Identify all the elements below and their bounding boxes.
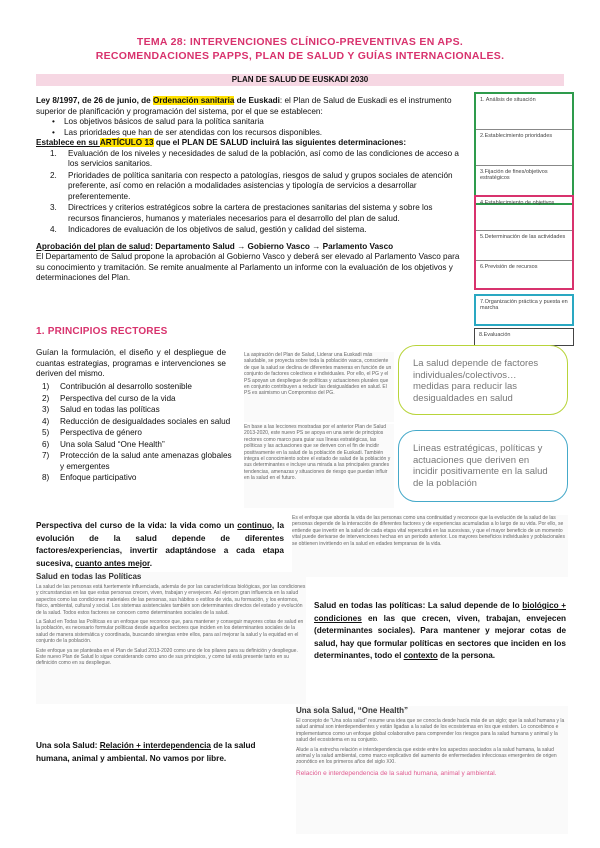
ordenacion-highlight: Ordenación sanitaria [152,96,235,105]
planning-step: 8.Evaluación [479,332,511,338]
scan-title: Una sola Salud, “One Health” [296,706,409,715]
principio-item: 7) Protección de la salud ante amenazas globales y emergentes [42,451,232,471]
title-line-2: RECOMENDACIONES PAPPS, PLAN DE SALUD Y GUÍAS INTERNACIONALES. [95,50,505,62]
scan-text: Alude a la estrecha relación e interdependencia que existe entre los aspectos asociados a la salud humana, la salud animal y la salud ambiental, como marco explicativo del aumento de enfermedades infecciosas emergentes de origen zoonótico en los primeros años del siglo XXI. [296,746,557,766]
curso-vida-note: Perspectiva del curso de la vida: la vida como un continuo, la evolución de la salud depende de diferentes factores/experiencias, invertir adaptándose a cada etapa sucesiva, cuanto antes mejor. [36,521,284,568]
scan-salud-politicas [36,572,306,704]
scan-text: El concepto de “Una sola salud” resume una idea que se conocía desde hacía más de un siglo; que la salud humana y la salud animal son interdependientes y están ligadas a la salud de los ecosistemas en los que existen. Lo concebimos e implementamos como un enfoque global colaborativo para comprender los riesgos para la salud humana y animal y la salud del ecosistema en su conjunto. [296,718,565,744]
aprobacion-line: Aprobación del plan de salud: Departamento Salud → Gobierno Vasco → Parlamento Vasco [36,241,394,251]
scan-one-health [296,706,568,834]
scan-text: La Salud en Todas las Políticas es un enfoque que reconoce que, para mantener y conseguir mayores cotas de salud en la población, es necesario formular políticas desde aquellos sectores que inciden en los determinantes sociales de la salud de manera sistemática y coordinada, buscando sinergias entre ellos, para así mejorar la salud y la equidad en el conjunto de la población. [36,619,304,645]
politicas-note: Salud en todas las políticas: La salud depende de lo biológico + condiciones en las que crecen, viven, trabajan, envejecen (determinantes sociales). Para mantener y mejorar cotas de salud, hay que formular políticas en sectores que inciden en los determinantes, todo el contexto de la persona. [314,601,566,660]
aprobacion-paragraph: El Departamento de Salud propone la aprobación al Gobierno Vasco y deberá ser elevado al Parlamento Vasco para su conocimiento y tramitación. Se remite anualmente al Parlamento un informe con la evaluación de los objetivos y determinaciones del Plan. [36,252,460,282]
section-band: PLAN DE SALUD DE EUSKADI 2030 [36,74,564,86]
principio-item: 5) Perspectiva de género [42,428,142,437]
planning-step: 4.Establecimiento de objetivos [476,197,572,231]
planning-box-last [474,328,574,346]
determinacion-item: 4. Indicadores de evaluación de los objetivos de salud, gestión y calidad del sistema. [50,225,367,234]
note-bubble-2: Lineas estratégicas, políticas y actuaciones que deriven en incidir positivamente en la salud de la población [398,430,568,502]
principio-item: 4) Reducción de desigualdades sociales en salud [42,416,231,426]
scan-text: Este enfoque ya se planteaba en el Plan de Salud 2013-2020 como uno de los pilares para su definición y despliegue. Este nuevo Plan de Salud lo sigue considerando como uno de sus principios, y como tal está presente tanto en su definición como en su despliegue. [36,647,298,667]
principios-intro: Guían la formulación, el diseño y el despliegue de cuantas estrategias, programas e intervenciones se deriven del mismo. [36,348,226,378]
intro-bullet: • Los objetivos básicos de salud para la política sanitaria [50,117,460,128]
planning-box-pink [474,195,574,290]
principio-item: 2) Perspectiva del curso de la vida [42,393,176,403]
principio-item: 6) Una sola Salud “One Health” [42,439,165,449]
intro-bullet: • Las prioridades que han de ser atendidas con los recursos disponibles. [50,128,460,139]
planning-step: 5.Determinación de las actividades [476,231,572,261]
scan-text: La salud de las personas está fuertemente influenciada, además de por las características biológicas, por las condiciones y circunstancias en las que estas personas crecen, viven, trabajan y envejecen. Así ejercen gran influencia en la salud aspectos como las condiciones materiales de las personas, sus hábitos o estilos de vida, su formación, y los entornos, físico, ambiental, cultural y social. Los sistemas asistenciales también son determinantes directos del estado y evolución de la salud. Todos estos factores se conocen como determinantes sociales de la salud. [36,584,306,616]
principio-item: 8) Enfoque participativo [42,473,137,482]
planning-box-green [474,92,574,205]
planning-step: 6.Previsión de recursos [480,264,538,270]
scan-excerpt-2: En base a las lecciones mostradas por el anterior Plan de Salud 2013-2020, este nuevo PS se apoya en una serie de principios rectores como marco para guiar sus líneas estratégicas, las políticas y las actuaciones que se deriven con el fin de incidir positivamente en la salud de la población de Euskadi. También integra el conocimiento sobre el estado de salud de la población y sus determinantes e incluye una mirada a las principales grandes tendencias, amenazas y situaciones de riesgo que puedan influir en la salud en el futuro. [244,424,394,508]
establece-line: Establece en su ARTÍCULO 13 que el PLAN DE SALUD incluirá las siguientes determinaciones: [36,138,407,147]
intro-block [36,96,460,284]
note-bubble-1: La salud depende de factores individuales/colectivos… medidas para reducir las desigualdades en salud [398,345,568,415]
scan-pink-caption: Relación e interdependencia de la salud humana, animal y ambiental. [296,769,497,777]
determinacion-item: 2. Prioridades de política sanitaria con respecto a patologías, riesgos de salud y grupos sociales de atención preferente, así como en relación a modalidades asistencias y tipología de servicios a desarrollar preferentemente. [50,170,453,201]
planning-step: 7.Organización práctica y puesta en marcha [480,299,568,311]
title-line-1: TEMA 28: INTERVENCIONES CLÍNICO-PREVENTIVAS EN APS. [136,36,464,48]
principio-item: 1) Contribución al desarrollo sostenible [42,382,192,391]
planning-box-blue [474,294,574,326]
planning-step: 1. Análisis de situación [476,94,572,130]
intro-paragraph: Ley 8/1997, de 26 de junio, de Ordenación sanitaria de Euskadi: el Plan de Salud de Euskadi es el instrumento superior de planificación y programación del sistema, por el que se establecen: [36,96,452,116]
scan-excerpt-1: La aspiración del Plan de Salud, Liderar una Euskadi más saludable, se proyecta sobre toda la población vasca, consciente de que la salud se declina de diferentes maneras en función de un conjunto de factores colectivos e individuales. Por ello, el PG y el PS apoyan un despliegue de políticas y actuaciones plurales que en conjunto contribuyen a reducir las desigualdades en salud. El PS es asimismo un Compromiso del PG. [244,352,394,422]
planning-step: 2.Establecimiento prioridades [476,130,572,166]
one-health-note: Una sola Salud: Relación + interdependencia de la salud humana, animal y ambiental. No vamos por libre. [36,741,256,763]
determinacion-item: 3. Directrices y criterios estratégicos sobre la cartera de prestaciones sanitarias del sistema y sobre los recursos financieros, humanos y materiales necesarios para el desarrollo del plan de salud. [50,203,433,223]
principios-heading: 1. PRINCIPIOS RECTORES [36,326,168,337]
scan-excerpt-3: Es el enfoque que aborda la vida de las personas como una continuidad y reconoce que la evolución de la salud de las personas depende de la interacción de diferentes factores y de experiencias acumuladas a lo largo de su vida. Por ello, se entiende que invertir en la salud de cada etapa vital repercutirá en las sucesivas, y que el mayor beneficio de un momento vital puede derivarse de intervenciones hechas en un periodo anterior. Los mayores beneficios individuales y poblacionales se obtienen invirtiendo en la salud en edades tempranas de la vida. [292,515,568,577]
determinacion-item: 1. Evaluación de los niveles y necesidades de salud de la población, así como de las condiciones de acceso a los servicios sanitarios. [50,148,459,168]
articulo-highlight: ARTÍCULO 13 [99,138,154,147]
planning-step: 3.Fijación de fines/objetivos estratégicos [480,169,548,181]
principio-item: 3) Salud en todas las políticas [42,405,160,414]
principios-list [36,382,232,485]
scan-title: Salud en todas las Políticas [36,572,142,581]
